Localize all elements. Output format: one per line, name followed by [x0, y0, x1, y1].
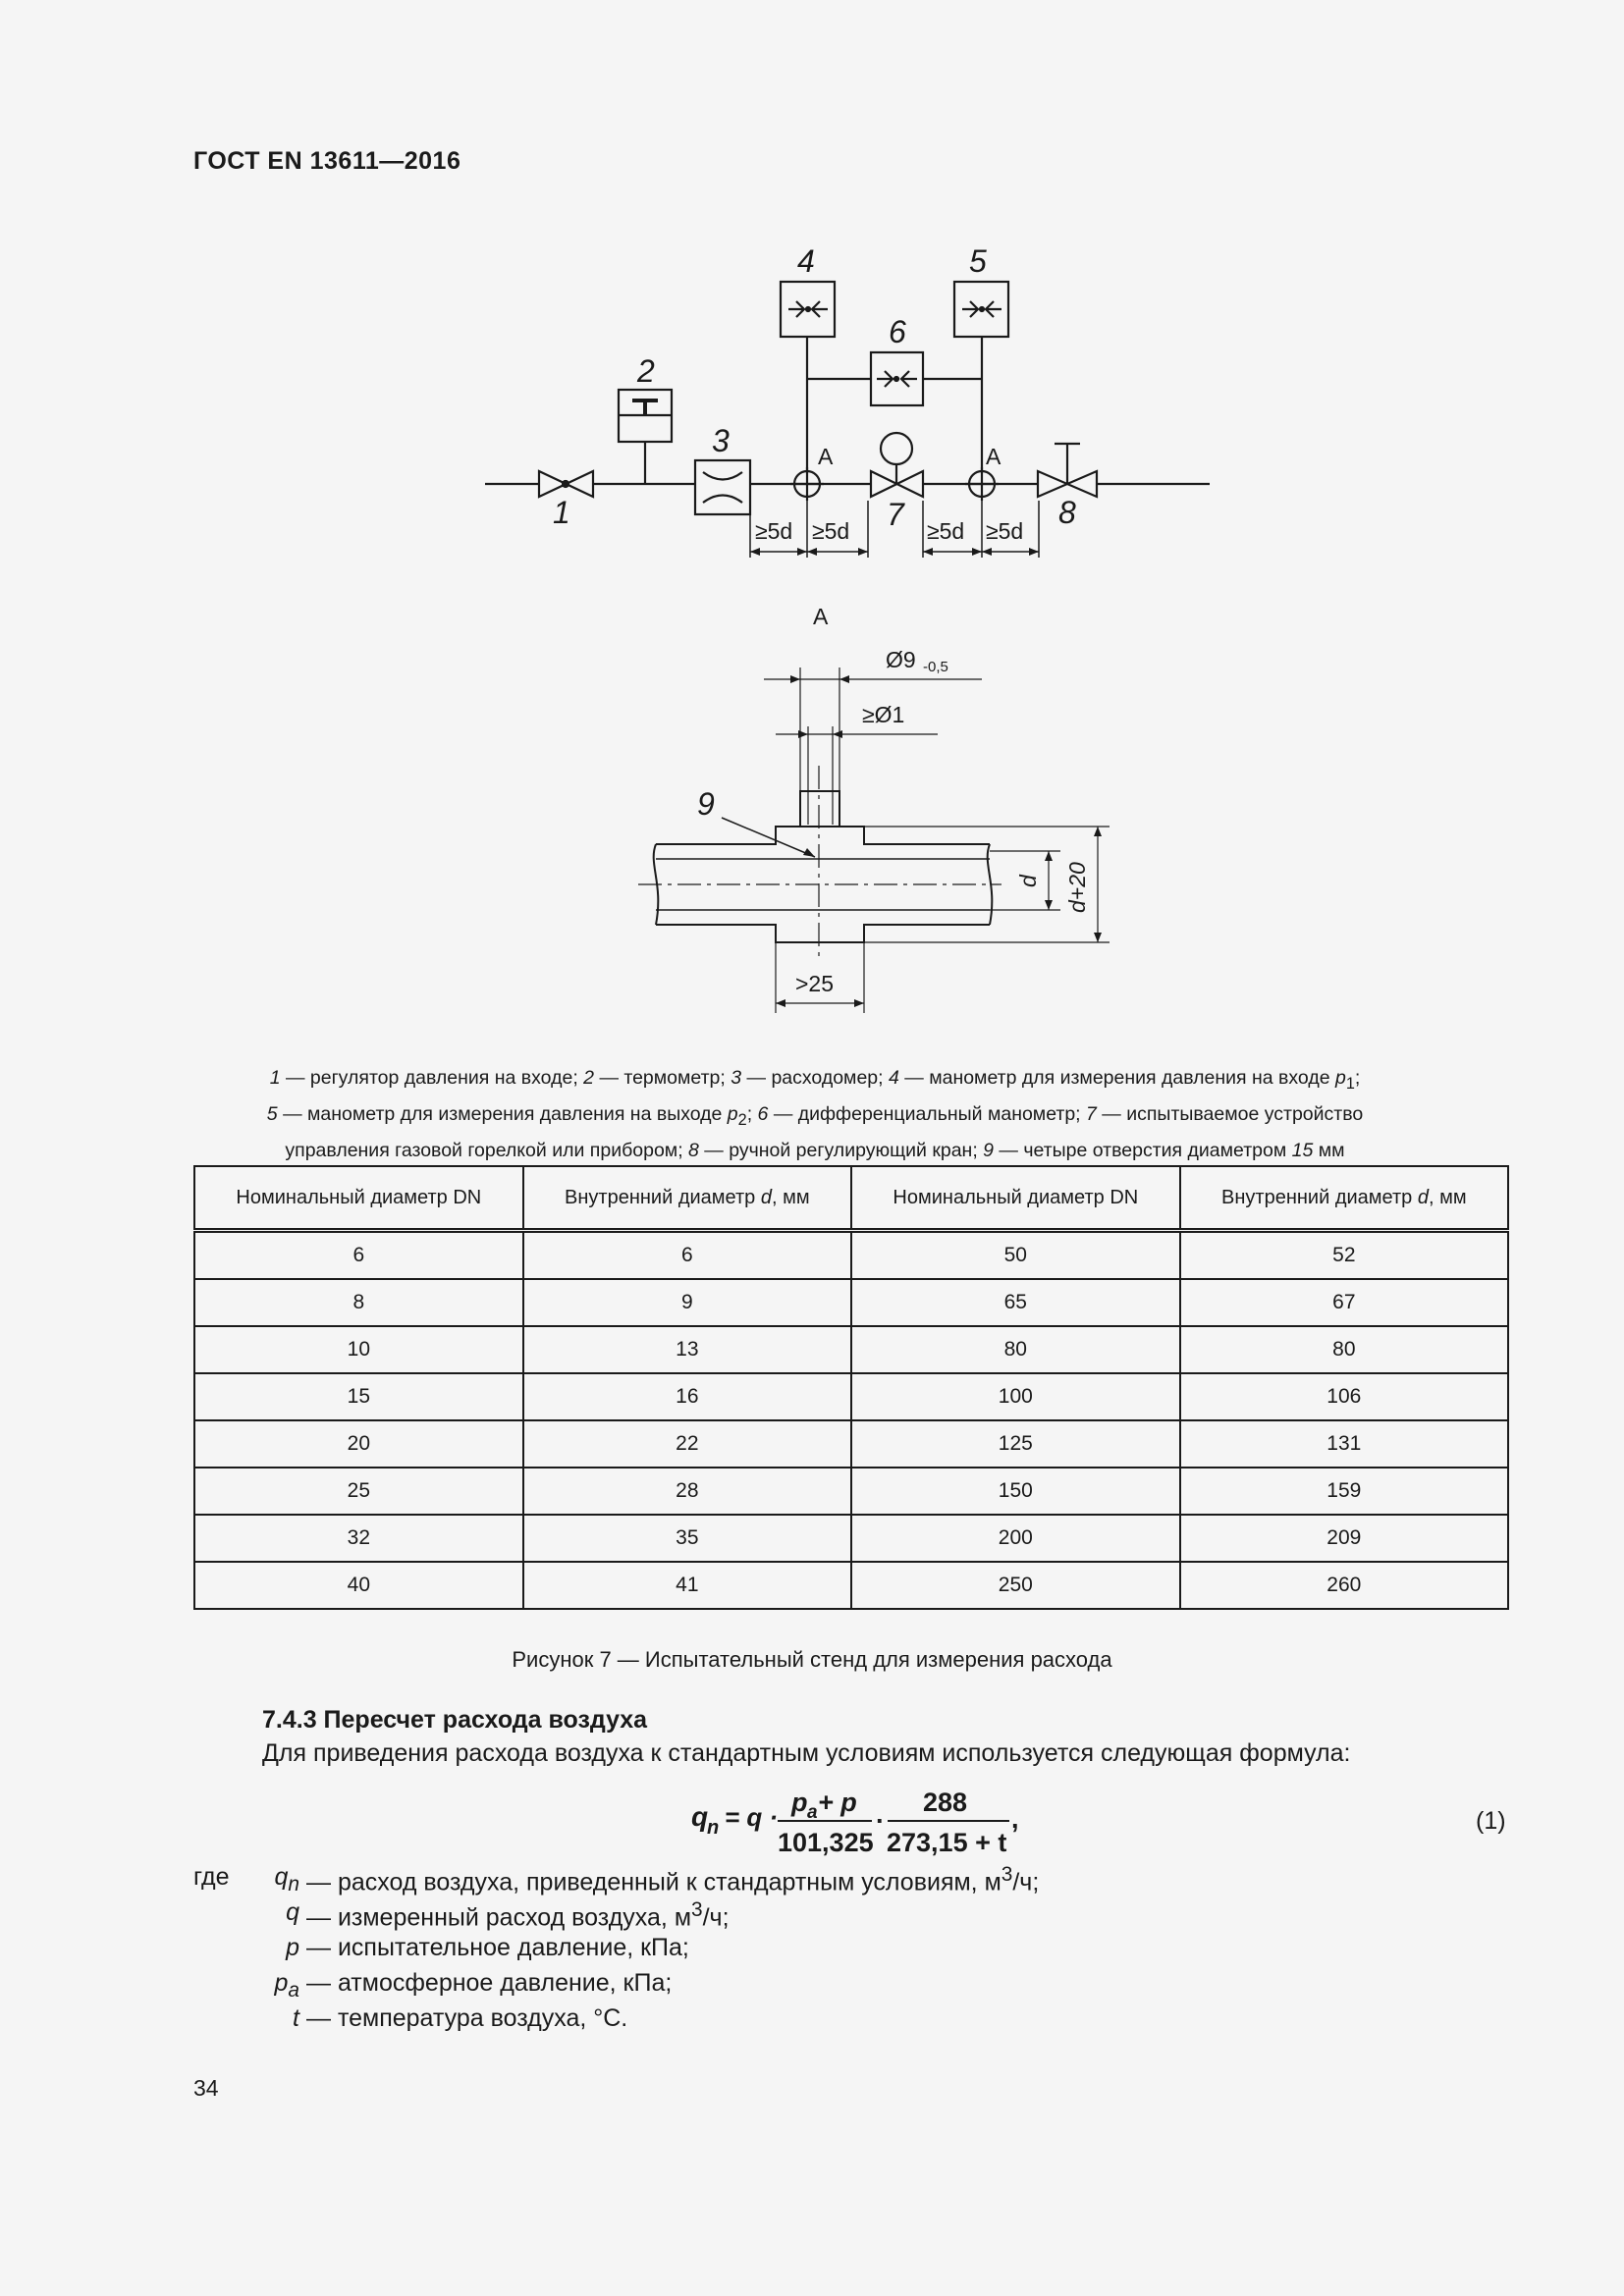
dim-5d-4: ≥5d [986, 518, 1024, 544]
table-row [194, 1562, 1508, 1609]
svg-text:n: n [707, 1817, 720, 1839]
header-dn: Номинальный диаметр DN [851, 1166, 1180, 1231]
where-prefix: где [193, 1863, 230, 1891]
point-a-right: A [986, 444, 1001, 469]
dim-sleeve-length: >25 [795, 971, 835, 996]
figure-caption: Рисунок 7 — Испытательный стенд для измерения расхода [512, 1647, 1112, 1672]
table-cell: 80 [1180, 1326, 1508, 1373]
table-cell: 50 [851, 1231, 1180, 1280]
desc-pa: — атмосферное давление, кПа; [306, 1969, 673, 1997]
table-cell: 80 [851, 1326, 1180, 1373]
var-q: q [286, 1898, 299, 1926]
svg-text:+ p: + p [818, 1788, 857, 1817]
label-1: 1 [553, 495, 570, 530]
table-row [194, 1326, 1508, 1373]
desc-p: — испытательное давление, кПа; [306, 1934, 689, 1961]
header-inner-d: Внутренний диаметр d, мм [523, 1166, 851, 1231]
dim-5d-1: ≥5d [755, 518, 793, 544]
table-cell: 200 [851, 1515, 1180, 1562]
var-t: t [293, 2004, 299, 2032]
table-cell: 15 [194, 1373, 523, 1420]
table-cell: 20 [194, 1420, 523, 1468]
table-cell: 8 [194, 1279, 523, 1326]
table-header-row [194, 1166, 1508, 1231]
svg-text:,: , [1011, 1804, 1019, 1834]
table-cell: 35 [523, 1515, 851, 1562]
table-cell: 10 [194, 1326, 523, 1373]
table-cell: 250 [851, 1562, 1180, 1609]
desc-t: — температура воздуха, °С. [306, 2004, 628, 2032]
table-cell: 6 [194, 1231, 523, 1280]
table-row [194, 1373, 1508, 1420]
desc-qn: — расход воздуха, приведенный к стандартным условиям, $м^3/ч$; [306, 1863, 1040, 1896]
svg-text:a: a [807, 1802, 818, 1823]
svg-text:288: 288 [923, 1788, 968, 1817]
desc-q: — измеренный расход воздуха, $м^3/ч$; [306, 1898, 730, 1932]
table-row [194, 1515, 1508, 1562]
where-block [193, 1863, 1175, 2050]
table-cell: 52 [1180, 1231, 1508, 1280]
table-cell: 131 [1180, 1420, 1508, 1468]
label-9: 9 [697, 786, 715, 822]
svg-text:p: p [791, 1788, 808, 1817]
page-number: 34 [193, 2075, 219, 2101]
table-row [194, 1231, 1508, 1280]
table-row [194, 1468, 1508, 1515]
table-cell: 41 [523, 1562, 851, 1609]
dim-5d-2: ≥5d [812, 518, 850, 544]
table-cell: 28 [523, 1468, 851, 1515]
label-4: 4 [797, 243, 815, 279]
table-row [194, 1279, 1508, 1326]
label-3: 3 [712, 423, 730, 458]
equation-number: (1) [1476, 1807, 1506, 1835]
label-2: 2 [637, 353, 655, 389]
table-cell: 13 [523, 1326, 851, 1373]
table-cell: 100 [851, 1373, 1180, 1420]
table-row [194, 1420, 1508, 1468]
table-cell: 9 [523, 1279, 851, 1326]
table-cell: 6 [523, 1231, 851, 1280]
label-5: 5 [969, 243, 987, 279]
header-dn: Номинальный диаметр DN [194, 1166, 523, 1231]
table-cell: 150 [851, 1468, 1180, 1515]
table-cell: 125 [851, 1420, 1180, 1468]
dim-hole-diameter: ≥Ø1 [862, 702, 905, 727]
table-cell: 260 [1180, 1562, 1508, 1609]
var-p: p [286, 1934, 299, 1961]
dim-d: d [1015, 875, 1041, 887]
dim-outer-diameter: Ø9 [886, 647, 916, 672]
formula [677, 1777, 1051, 1865]
header-inner-d: Внутренний диаметр d, мм [1180, 1166, 1508, 1231]
section-text: Для приведения расхода воздуха к стандартным условиям используется следующая формула: [262, 1739, 1351, 1767]
figure-legend [196, 1063, 1434, 1166]
detail-a-title: A [813, 604, 829, 629]
table-cell: 65 [851, 1279, 1180, 1326]
table-cell: 25 [194, 1468, 523, 1515]
table-cell: 106 [1180, 1373, 1508, 1420]
legend-line-2: 5 — манометр для измерения давления на выходе $p_2$; 6 — дифференциальный манометр; 7 — испытываемое устройство [266, 1102, 1364, 1129]
svg-text:q: q [691, 1801, 709, 1832]
dim-5d-3: ≥5d [927, 518, 965, 544]
document-header: ГОСТ EN 13611—2016 [193, 147, 461, 175]
dim-outer-tolerance: -0,5 [923, 659, 948, 675]
var-qn: $q_n$ [274, 1863, 299, 1896]
legend-line-1: 1 — регулятор давления на входе; 2 — термометр; 3 — расходомер; 4 — манометр для измерения давления на входе $p_1$; [269, 1067, 1361, 1093]
table-cell: 159 [1180, 1468, 1508, 1515]
point-a-left: A [818, 444, 834, 469]
svg-text:273,15 + t: 273,15 + t [887, 1828, 1007, 1857]
diameter-table [193, 1165, 1509, 1610]
label-8: 8 [1058, 495, 1076, 530]
svg-text:101,325: 101,325 [778, 1828, 874, 1857]
section-title: 7.4.3 Пересчет расхода воздуха [262, 1706, 648, 1734]
var-pa: $p_a$ [274, 1969, 299, 2002]
legend-line-3: управления газовой горелкой или прибором; 8 — ручной регулирующий кран; 9 — четыре отверстия диаметром 15 мм [285, 1139, 1345, 1161]
flowmeter-box [695, 460, 750, 514]
table-cell: 209 [1180, 1515, 1508, 1562]
label-6: 6 [889, 314, 906, 349]
label-7: 7 [887, 497, 904, 532]
table-cell: 32 [194, 1515, 523, 1562]
svg-text:= q ·: = q · [725, 1802, 779, 1832]
table-cell: 40 [194, 1562, 523, 1609]
table-cell: 16 [523, 1373, 851, 1420]
table-cell: 67 [1180, 1279, 1508, 1326]
svg-text:·: · [876, 1806, 885, 1836]
test-bench-schematic [0, 0, 1624, 1041]
dim-d-plus-20: d+20 [1064, 862, 1090, 913]
table-cell: 22 [523, 1420, 851, 1468]
